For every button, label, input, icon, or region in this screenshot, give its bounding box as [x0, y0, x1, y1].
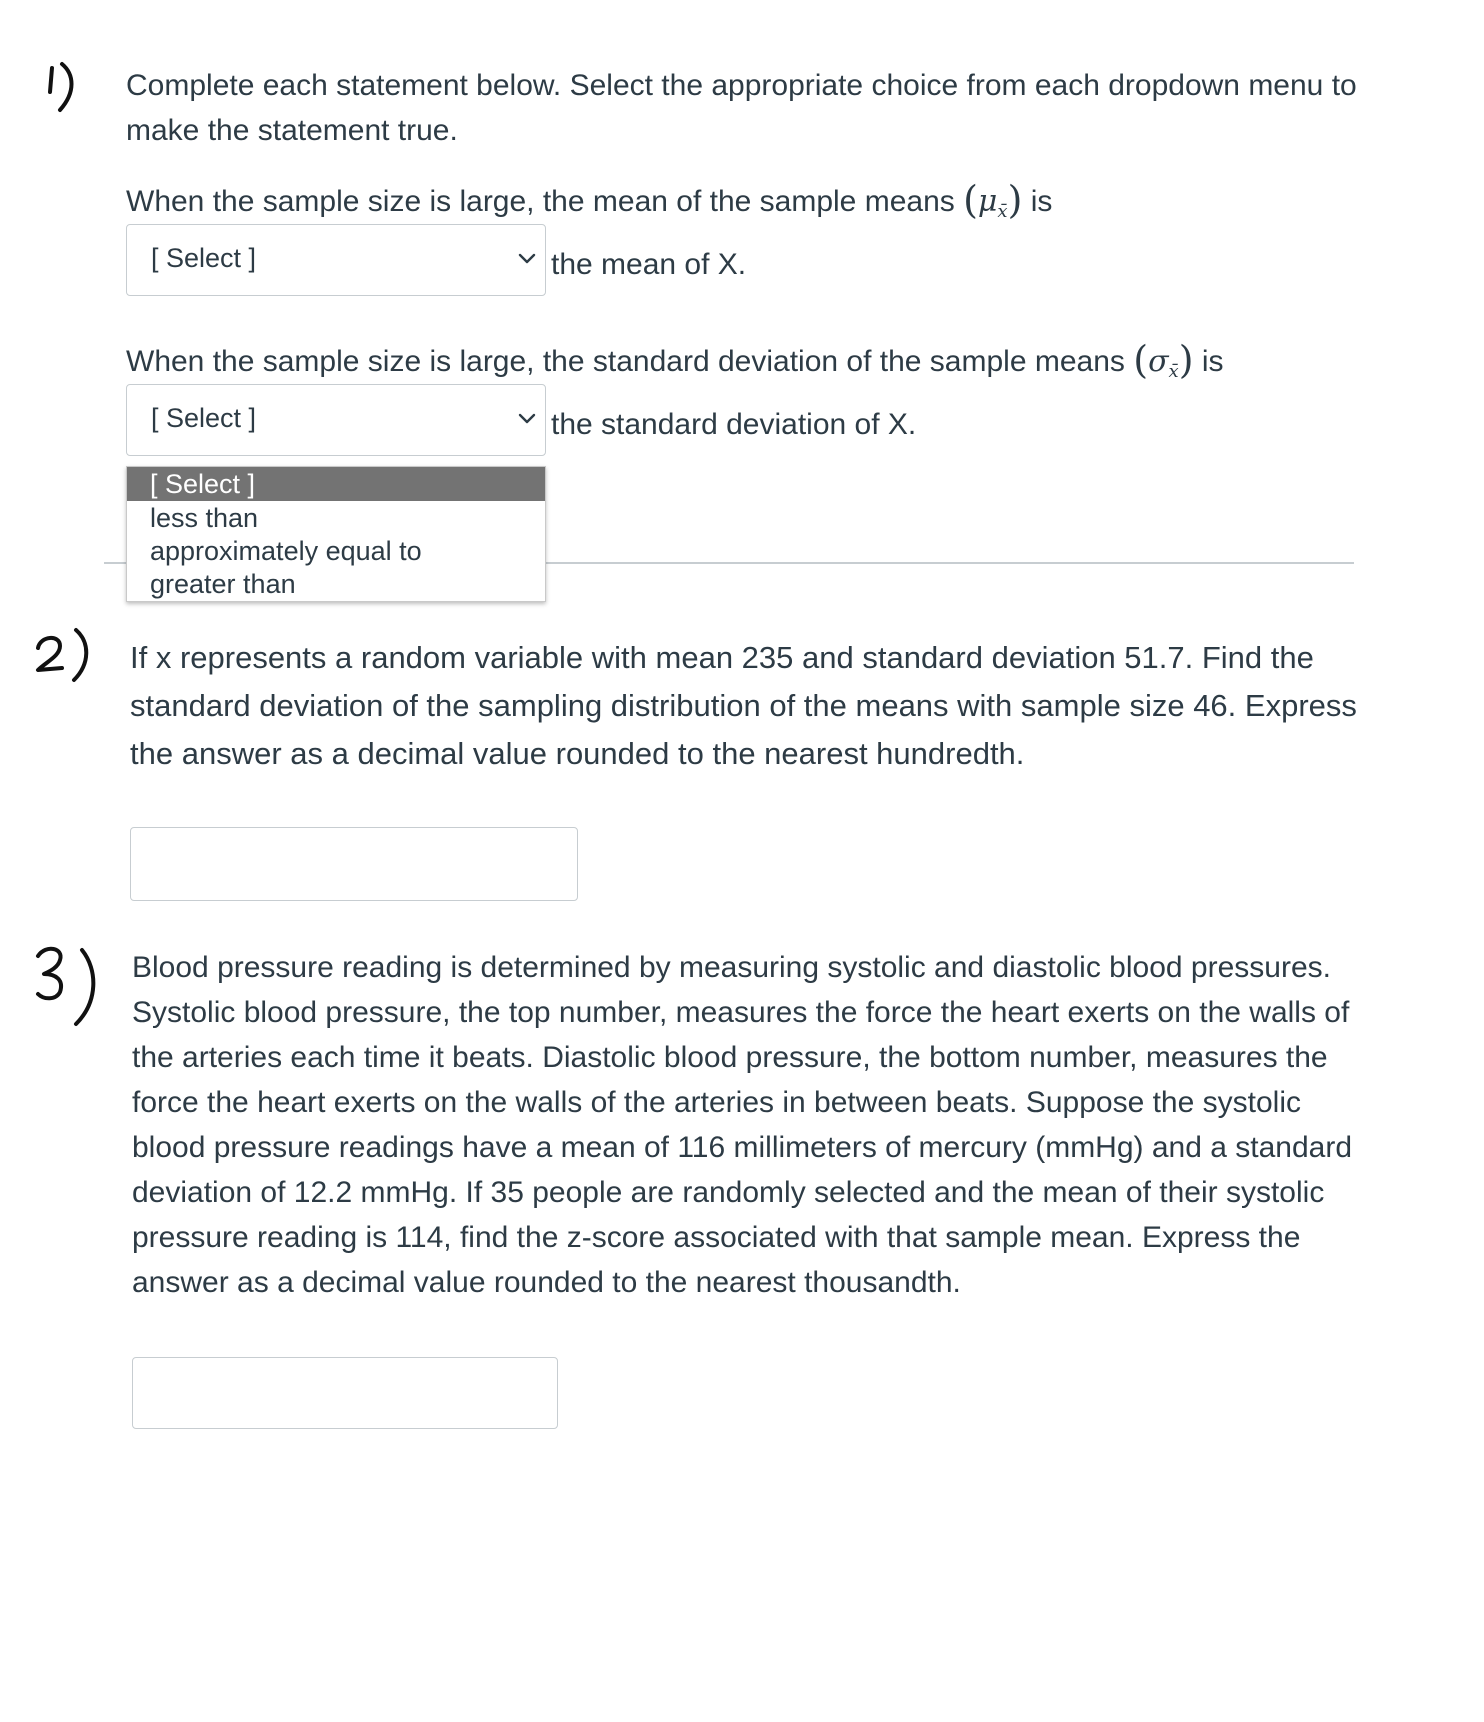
statement-2-select[interactable]	[126, 384, 546, 456]
left-paren: (	[963, 178, 978, 222]
right-paren: )	[1007, 178, 1023, 222]
question-3-number-handwritten	[32, 940, 102, 1036]
question-3-text: Blood pressure reading is determined by measuring systolic and diastolic blood pressures. Systolic blood pressure, the top number, measures the force the heart exerts on the walls of the arteries each time it beats. Diastolic blood pressure, the bottom number, measures the force the heart exerts on the walls of the arteries in between beats. Suppose the systolic blood pressure readings have a mean of 116 millimeters of mercury (mmHg) and a standard deviation of 12.2 mmHg. If 35 people are randomly selected and the mean of their systolic pressure reading is 114, find the z-score associated with that sample mean. Express the answer as a decimal value rounded to the nearest thousandth.	[132, 951, 1353, 1299]
statement-1-lead: When the sample size is large, the mean of the sample means	[126, 185, 955, 218]
statement-1-after-text: the mean of X.	[551, 248, 747, 281]
question-2-text: If x represents a random variable with mean 235 and standard deviation 51.7. Find the standard deviation of the sampling distribution of the means with sample size 46. Express the answer as a decimal value rounded to the nearest hundredth.	[130, 640, 1357, 771]
chevron-down-icon	[517, 252, 537, 266]
question-2-number-handwritten	[32, 622, 96, 688]
dropdown-option-greater-than[interactable]: greater than	[150, 569, 296, 599]
statement-2-after-text: the standard deviation of X.	[551, 408, 917, 441]
question-1-number-handwritten	[42, 58, 86, 118]
statement-2-suffix: is	[1201, 345, 1224, 378]
left-paren: (	[1133, 338, 1149, 382]
statement-2-dropdown-menu[interactable]	[126, 466, 546, 602]
x-bar-subscript: x̄	[1168, 361, 1179, 382]
statement-1-select[interactable]	[126, 224, 546, 296]
mu-symbol: μ	[977, 184, 998, 219]
x-bar-subscript: x̄	[997, 201, 1008, 222]
dropdown-option-select[interactable]: [ Select ]	[127, 467, 545, 501]
statement-1-select-value: [ Select ]	[151, 243, 257, 273]
question-3-answer-input[interactable]	[132, 1357, 558, 1429]
chevron-down-icon	[517, 412, 537, 426]
dropdown-option-approximately-equal-to[interactable]: approximately equal to	[150, 536, 422, 566]
statement-2-lead: When the sample size is large, the standard deviation of the sample means	[126, 345, 1125, 378]
right-paren: )	[1178, 338, 1194, 382]
statement-2-select-value: [ Select ]	[151, 403, 257, 433]
sigma-symbol: σ	[1148, 344, 1169, 379]
question-1-instructions: Complete each statement below. Select the appropriate choice from each dropdown menu to make the statement true.	[126, 69, 1357, 147]
dropdown-option-less-than[interactable]: less than	[150, 503, 259, 533]
question-2-answer-input[interactable]	[130, 827, 578, 901]
statement-1-suffix: is	[1030, 185, 1053, 218]
